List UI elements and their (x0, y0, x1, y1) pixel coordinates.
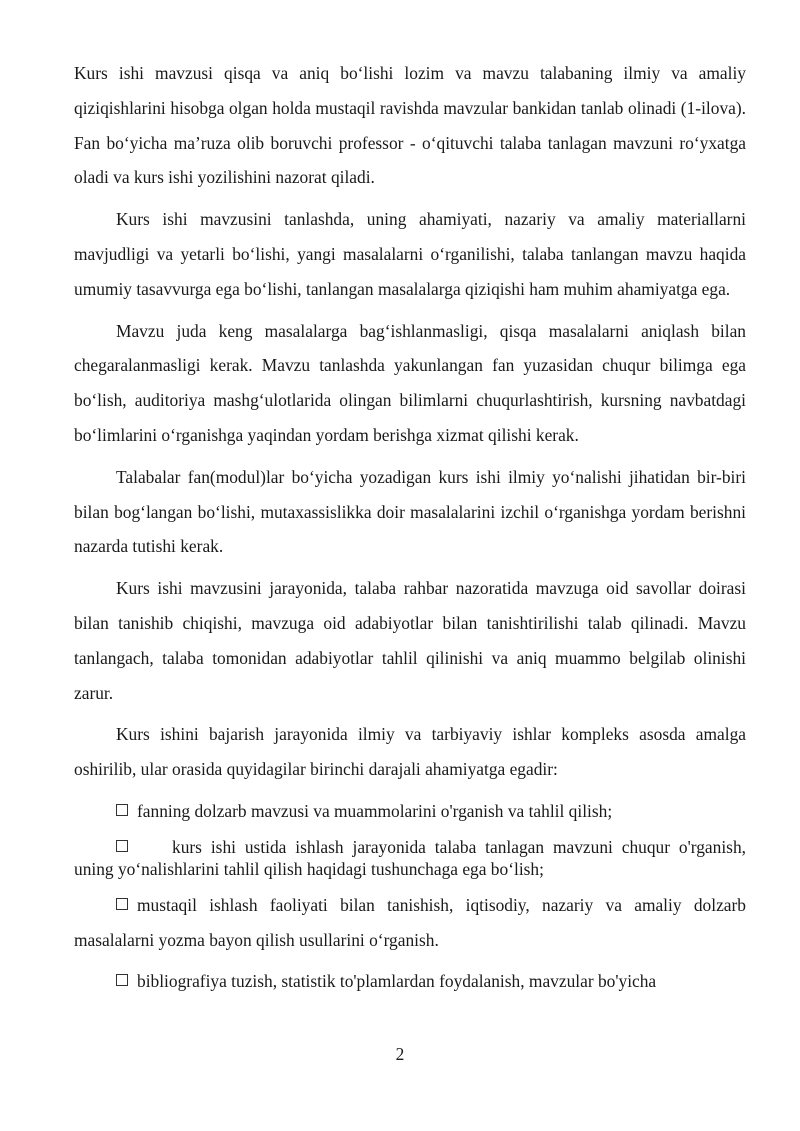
list-item-text: mustaqil ishlash faoliyati bilan tanishish, iqtisodiy, nazariy va amaliy dolzarb masalalarni yozma bayon qilish usullarini oʻrganish. (74, 894, 746, 950)
checkbox-square-icon (116, 804, 128, 816)
list-item (74, 888, 746, 958)
paragraph-literature-review: Kurs ishi mavzusini jarayonida, talaba rahbar nazoratida mavzuga oid savollar doirasi bilan tanishib chiqishi, mavzuga oid adabiyotlar bilan tanishtirilishi talab qilinadi. Mavzu tanlangach, talaba tomonidan adabiyotlar tahlil qilinishi va aniq muammo belgilab olinishi zarur. (74, 578, 746, 703)
page-number: 2 (395, 1044, 405, 1064)
paragraph-scientific-direction: Talabalar fan(modul)lar boʻyicha yozadigan kurs ishi ilmiy yoʻnalishi jihatidan bir-biri bilan bogʻlangan boʻlishi, mutaxassislikka doir masalalarini izchil oʻrganishga yordam berishni nazarda tutishi kerak. (74, 466, 746, 557)
list-item-text: bibliografiya tuzish, statistik to'plamlardan foydalanish, mavzular bo'yicha (137, 971, 657, 992)
paragraph-topic-scope: Mavzu juda keng masalalarga bagʻishlanmasligi, qisqa masalalarni aniqlash bilan chegaralanmasligi kerak. Mavzu tanlashda yakunlangan fan yuzasidan chuqur bilimga ega boʻlish, auditoriya mashgʻulotlarida olingan bilimlarni chuqurlashtirish, kursning navbatdagi boʻlimlarini oʻrganishga yaqindan yordam berishga xizmat qilishi kerak. (74, 320, 746, 445)
checkbox-square-icon (116, 898, 128, 910)
document-page (74, 56, 746, 1006)
list-item (74, 794, 746, 829)
list-item (74, 964, 746, 999)
paragraph-priorities-intro: Kurs ishini bajarish jarayonida ilmiy va tarbiyaviy ishlar kompleks asosda amalga oshirilib, ular orasida quyidagilar birinchi darajali ahamiyatga egadir: (74, 724, 746, 780)
list-item (74, 836, 746, 880)
checkbox-square-icon (116, 840, 128, 852)
paragraph-topic-importance: Kurs ishi mavzusini tanlashda, uning ahamiyati, nazariy va amaliy materiallarni mavjudligi va yetarli boʻlishi, yangi masalalarni oʻrganilishi, talaba tanlangan mavzu haqida umumiy tasavvurga ega boʻlishi, tanlangan masalalarga qiziqishi ham muhim ahamiyatga ega. (74, 209, 746, 299)
checkbox-square-icon (116, 974, 128, 986)
list-item-text: kurs ishi ustida ishlash jarayonida talaba tanlagan mavzuni chuqur o'rganish, uning yoʻnalishlarini tahlil qilish haqidagi tushunchaga ega boʻlish; (74, 836, 746, 879)
list-item-text: fanning dolzarb mavzusi va muammolarini o'rganish va tahlil qilish; (137, 800, 613, 821)
paragraph-topic-selection: Kurs ishi mavzusi qisqa va aniq boʻlishi lozim va mavzu talabaning ilmiy va amaliy qiziqishlarini hisobga olgan holda mustaqil ravishda mavzular bankidan tanlab olinadi (1-ilova). Fan boʻyicha maʼruza olib boruvchi professor - oʻqituvchi talaba tanlagan mavzuni roʻyxatga oladi va kurs ishi yozilishini nazorat qiladi. (74, 63, 746, 188)
